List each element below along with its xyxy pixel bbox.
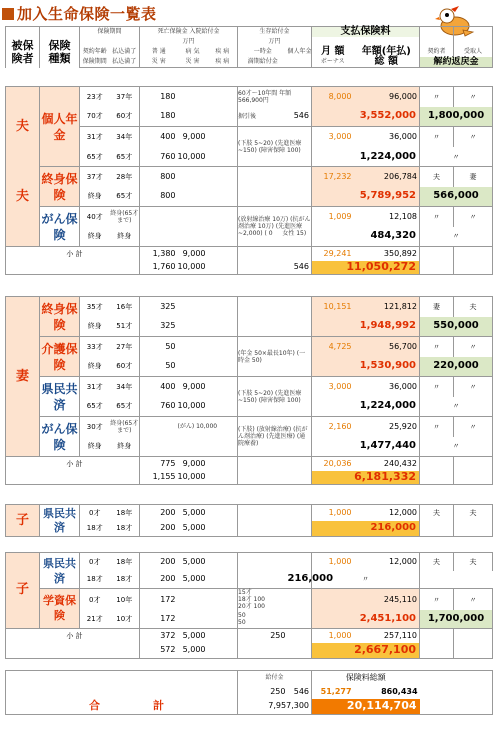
header-insured-label: 被保 険者 [6, 37, 40, 68]
cell: 65才 [116, 192, 133, 201]
cell: 760 [140, 147, 178, 167]
subtotal-label: 小 計 [40, 457, 110, 471]
header-contractor: 契約者 [420, 47, 454, 57]
beneficiary: 〃 [454, 377, 493, 397]
cell: 35才 [80, 297, 110, 317]
monthly: 2,160 [312, 417, 354, 437]
cell: 400 [140, 127, 178, 147]
cell: 27年 [110, 337, 140, 357]
subtotal-annual: 240,432 [354, 457, 420, 471]
subtotal-cell: 10,000 [178, 261, 208, 275]
cell: 28年 [110, 167, 140, 187]
contractor: 〃 [420, 377, 454, 397]
beneficiary: 夫 [454, 553, 493, 571]
type-cancer: がん保険 [40, 417, 80, 457]
cell: 760 [140, 397, 178, 417]
header-insured [6, 27, 40, 38]
cell: 34年 [110, 377, 140, 397]
section-husband [5, 86, 493, 167]
refund: 566,000 [420, 187, 493, 207]
contractor: 夫 [420, 553, 454, 571]
grand-label-b: 計 [140, 699, 178, 715]
note: 据引後 [238, 107, 288, 127]
grand-total [5, 670, 493, 715]
cell: 終身 [117, 442, 132, 451]
sub-payment-end-2: 払込満了 [110, 57, 140, 68]
subtotal-cell: 250 [238, 628, 288, 643]
cell: 51才 [116, 322, 133, 331]
refund: 1,800,000 [420, 107, 493, 127]
grand-benefit-label: 給付金 [238, 671, 312, 685]
cell: 終身 [80, 317, 110, 337]
annual: 206,784 [354, 167, 420, 187]
subtotal-cell: 372 [140, 628, 178, 643]
refund: 1,700,000 [420, 610, 493, 628]
cell: 終身 [80, 187, 110, 207]
header-total: 総 額 [354, 57, 420, 68]
beneficiary: 夫 [454, 505, 493, 521]
header-beneficiary: 受取人 [454, 47, 493, 57]
cell: 23才 [80, 87, 110, 107]
cell: 0才 [80, 553, 110, 571]
cell: 終身(65才まで) [110, 417, 140, 437]
person-child: 子 [6, 505, 40, 537]
contractor: 〃 [420, 589, 454, 611]
monthly: 1,009 [312, 207, 354, 227]
cell: 546 [293, 111, 309, 121]
cell: 70才 [80, 107, 110, 127]
cell: 65才 [80, 147, 110, 167]
cell: 200 [140, 553, 178, 571]
subtotal-monthly: 20,036 [312, 457, 354, 471]
subtotal-cell: 10,000 [178, 471, 208, 485]
person-husband: 夫 [6, 87, 40, 167]
type-care: 介護保険 [40, 337, 80, 377]
person-child: 子 [6, 553, 40, 629]
grand-benefit: 7,957,300 [238, 699, 312, 715]
sub-ill-2: 疾 病 [208, 57, 238, 68]
subtotal-cell: 1,155 [140, 471, 178, 485]
cell: 0才 [80, 589, 110, 611]
annual: 245,110 [354, 589, 420, 611]
annual: 12,000 [354, 505, 420, 521]
cell: 325 [140, 317, 178, 337]
note: (放射線治療 10万) (抗がん剤治療 10万) (先進医療 ~2,000) ( 0 女性 15) [238, 207, 312, 247]
monthly: 17,232 [312, 167, 354, 187]
cell: 50 [140, 337, 178, 357]
type-prefecture: 県民共済 [40, 377, 80, 417]
annual: 12,000 [354, 553, 420, 571]
cell: 33才 [80, 337, 110, 357]
person-husband-label: 夫 [6, 187, 40, 207]
annual: 25,920 [354, 417, 420, 437]
sub-disaster-2: 災 害 [178, 57, 208, 68]
subtotal-annual: 257,110 [354, 628, 420, 643]
cell: 10才 [116, 614, 133, 623]
sub-payment-end: 払込満了 [112, 48, 137, 55]
type-education: 学資保険 [40, 589, 80, 629]
contractor: 夫 [420, 167, 454, 187]
contractor: 〃 [420, 207, 454, 227]
subtotal-cell: 9,000 [178, 247, 208, 261]
cell: 10,000 [177, 151, 206, 161]
cell: 180 [140, 87, 178, 107]
beneficiary: 〃 [420, 147, 493, 167]
subtotal-cell: 5,000 [178, 628, 208, 643]
annual: 36,000 [354, 127, 420, 147]
beneficiary: 夫 [454, 297, 493, 317]
sub-pension: 個人年金 [287, 48, 312, 55]
cell: 172 [140, 610, 178, 628]
section-child-2 [5, 552, 493, 659]
annual-total: 216,000 [312, 521, 420, 537]
note: (下肢 5~20) (先進医療 ~150) (障害保障 100) [238, 127, 312, 167]
note: 15才 18才 100 20才 100 [238, 589, 312, 611]
annual-total: 2,451,100 [354, 610, 420, 628]
beneficiary: 〃 [454, 589, 493, 611]
grand-benefit: 546 [293, 686, 310, 696]
sub-paid-at: 満期給付金 [238, 57, 288, 68]
title-square-icon [2, 8, 14, 20]
subtotal-cell: 9,000 [178, 457, 208, 471]
cell: 200 [140, 505, 178, 521]
cell: 31才 [80, 127, 110, 147]
cell: 21才 [80, 610, 110, 628]
grand-total-label: 保険料総額 [312, 671, 420, 685]
annual-total: 1,948,992 [354, 317, 420, 337]
beneficiary: 〃 [454, 127, 493, 147]
header-refund: 解約返戻金 [420, 57, 493, 68]
grand-label-a: 合 [80, 699, 110, 715]
cell: 65才 [80, 397, 110, 417]
cell: 37才 [80, 167, 110, 187]
type-whole-life: 終身保険 [40, 167, 80, 207]
type-pension: 個人年金 [40, 87, 80, 167]
unit-bonus: ボーナス [312, 57, 354, 68]
monthly: 3,000 [312, 377, 354, 397]
subtotal-cell: 1,380 [140, 247, 178, 261]
cell: 5,000 [178, 505, 208, 521]
subtotal-annual: 350,892 [354, 247, 420, 261]
beneficiary: 〃 [454, 417, 493, 437]
sub-lump: 一時金 [238, 47, 288, 57]
cell: 65才 [116, 402, 133, 411]
person-wife: 妻 [6, 297, 40, 457]
type-prefecture: 県民共済 [40, 553, 80, 589]
type-cancer: がん保険 [40, 207, 80, 247]
beneficiary: 〃 [420, 227, 493, 247]
sub-contract-age: 契約年齢 [80, 47, 110, 57]
annual-total: 1,224,000 [359, 400, 416, 412]
cell: 50 [140, 357, 178, 377]
beneficiary: 〃 [312, 571, 420, 589]
header-monthly: 月 額 [312, 47, 354, 57]
header-term-group: 保険期間 [80, 27, 140, 38]
monthly: 10,151 [312, 297, 354, 317]
subtotal-monthly: 29,241 [312, 247, 354, 261]
note: (下肢 5~20) (先進医療 ~150) (障害保障 100) [238, 377, 312, 417]
cell: 終身(65才まで) [110, 207, 140, 227]
subtotal-monthly: 1,000 [312, 628, 354, 643]
cell: 18才 [80, 521, 110, 537]
annual: 121,812 [354, 297, 420, 317]
cell: 9,000 [178, 127, 208, 147]
type-prefecture: 県民共済 [40, 505, 80, 537]
header-annual: 年額(年払) [361, 46, 411, 57]
note: (下肢) (放射線治療) (抗がん剤治療) (先進医療) (通院療養) [238, 417, 312, 457]
header-survival-group: 生存給付金 [238, 27, 312, 38]
cell: 18才 [110, 521, 140, 537]
annual: 36,000 [354, 377, 420, 397]
contractor: 夫 [420, 505, 454, 521]
cell: 172 [140, 589, 178, 611]
monthly: 1,000 [312, 505, 354, 521]
cell: 325 [140, 297, 178, 317]
page-title: 加入生命保険一覧表 [2, 3, 157, 24]
annual-total: 1,477,440 [359, 440, 416, 452]
beneficiary: 〃 [454, 87, 493, 107]
subtotal-total: 6,181,332 [312, 471, 420, 485]
cell: 5,000 [178, 553, 208, 571]
cell: 34年 [110, 127, 140, 147]
cell: 200 [140, 521, 178, 537]
cell: 40才 [80, 207, 110, 227]
note: 60才～10年間 年額 566,900円 [238, 87, 312, 107]
cell: 終身 [117, 232, 132, 241]
cell: 18才 [116, 575, 133, 584]
annual-total: 3,552,000 [354, 107, 420, 127]
cell: 終身 [80, 437, 110, 457]
annual-total: 1,530,900 [354, 357, 420, 377]
note: (年金 50×最長10年) (一時金 50) [238, 337, 312, 377]
subtotal-label: 小 計 [40, 247, 110, 261]
cell: 5,000 [182, 574, 206, 584]
annual-total: 5,789,952 [354, 187, 420, 207]
unit-man-2: 万円 [238, 37, 312, 47]
beneficiary: 〃 [454, 337, 493, 357]
cell: 37年 [110, 87, 140, 107]
cell: 終身 [80, 357, 110, 377]
contractor: 〃 [420, 417, 454, 437]
subtotal-total: 2,667,100 [312, 643, 420, 658]
contractor: 〃 [420, 337, 454, 357]
contractor: 〃 [420, 87, 454, 107]
grand-annual: 860,434 [381, 686, 418, 696]
refund: 220,000 [420, 357, 493, 377]
subtotal-cell: 5,000 [178, 643, 208, 658]
cell: 60才 [116, 362, 133, 371]
sub-sick: 病 気 [185, 48, 200, 55]
grand-total-value: 20,114,704 [312, 699, 420, 715]
header-death-group: 死亡保険金 入院給付金 [140, 27, 238, 38]
cell: (がん) 10,000 [178, 417, 238, 437]
type-whole-life: 終身保険 [40, 297, 80, 337]
cell: 16年 [110, 297, 140, 317]
subtotal-cell: 546 [288, 261, 312, 275]
cell: 65才 [116, 152, 133, 161]
sub-period: 保険期間 [80, 57, 110, 68]
sub-disaster: 災 害 [140, 57, 178, 68]
monthly: 8,000 [312, 87, 354, 107]
monthly: 4,725 [312, 337, 354, 357]
grand-monthly: 51,277 [312, 685, 354, 699]
annual-total: 216,000 [287, 573, 334, 585]
cell: 800 [140, 167, 178, 187]
subtotal-cell: 1,760 [140, 261, 178, 275]
section-wife [5, 296, 493, 485]
insurance-table [5, 26, 493, 68]
note: 50 50 [238, 610, 312, 628]
cell: 5,000 [178, 521, 208, 537]
annual-total: 1,224,000 [359, 150, 416, 162]
cell: 400 [140, 377, 178, 397]
cell: 10,000 [177, 401, 206, 411]
monthly: 1,000 [312, 553, 354, 571]
subtotal-label: 小 計 [40, 628, 110, 643]
unit-man: 万円 [140, 37, 238, 47]
cell: 0才 [80, 505, 110, 521]
cell: 18年 [110, 505, 140, 521]
contractor: 妻 [420, 297, 454, 317]
sub-ill: 疾 病 [215, 48, 230, 55]
header-premium: 支払保険料 [312, 27, 420, 38]
contractor: 〃 [420, 127, 454, 147]
sub-kind: 普 通 [140, 47, 178, 57]
cell: 180 [140, 107, 178, 127]
annual: 12,108 [354, 207, 420, 227]
cell: 18年 [110, 553, 140, 571]
cell: 200 [140, 571, 178, 589]
cell: 10年 [110, 589, 140, 611]
beneficiary: 〃 [454, 207, 493, 227]
cell: 31才 [80, 377, 110, 397]
cell: 60才 [116, 112, 133, 121]
refund: 550,000 [420, 317, 493, 337]
header-kind-label: 保険 種類 [40, 37, 80, 68]
subtotal-total: 11,050,272 [312, 261, 420, 275]
section-husband-2 [5, 166, 493, 275]
beneficiary: 妻 [454, 167, 493, 187]
grand-benefit: 250 [238, 685, 288, 699]
cell: 30才 [80, 417, 110, 437]
subtotal-cell: 572 [140, 643, 178, 658]
annual: 96,000 [354, 87, 420, 107]
monthly: 3,000 [312, 127, 354, 147]
annual-total: 484,320 [370, 230, 416, 242]
cell: 9,000 [178, 377, 208, 397]
section-child-1 [5, 504, 493, 537]
cell: 終身 [80, 227, 110, 247]
cell: 800 [140, 187, 178, 207]
subtotal-cell: 775 [140, 457, 178, 471]
beneficiary: 〃 [420, 397, 493, 417]
cell: 18才 [80, 571, 110, 589]
annual: 56,700 [354, 337, 420, 357]
beneficiary: 〃 [420, 437, 493, 457]
